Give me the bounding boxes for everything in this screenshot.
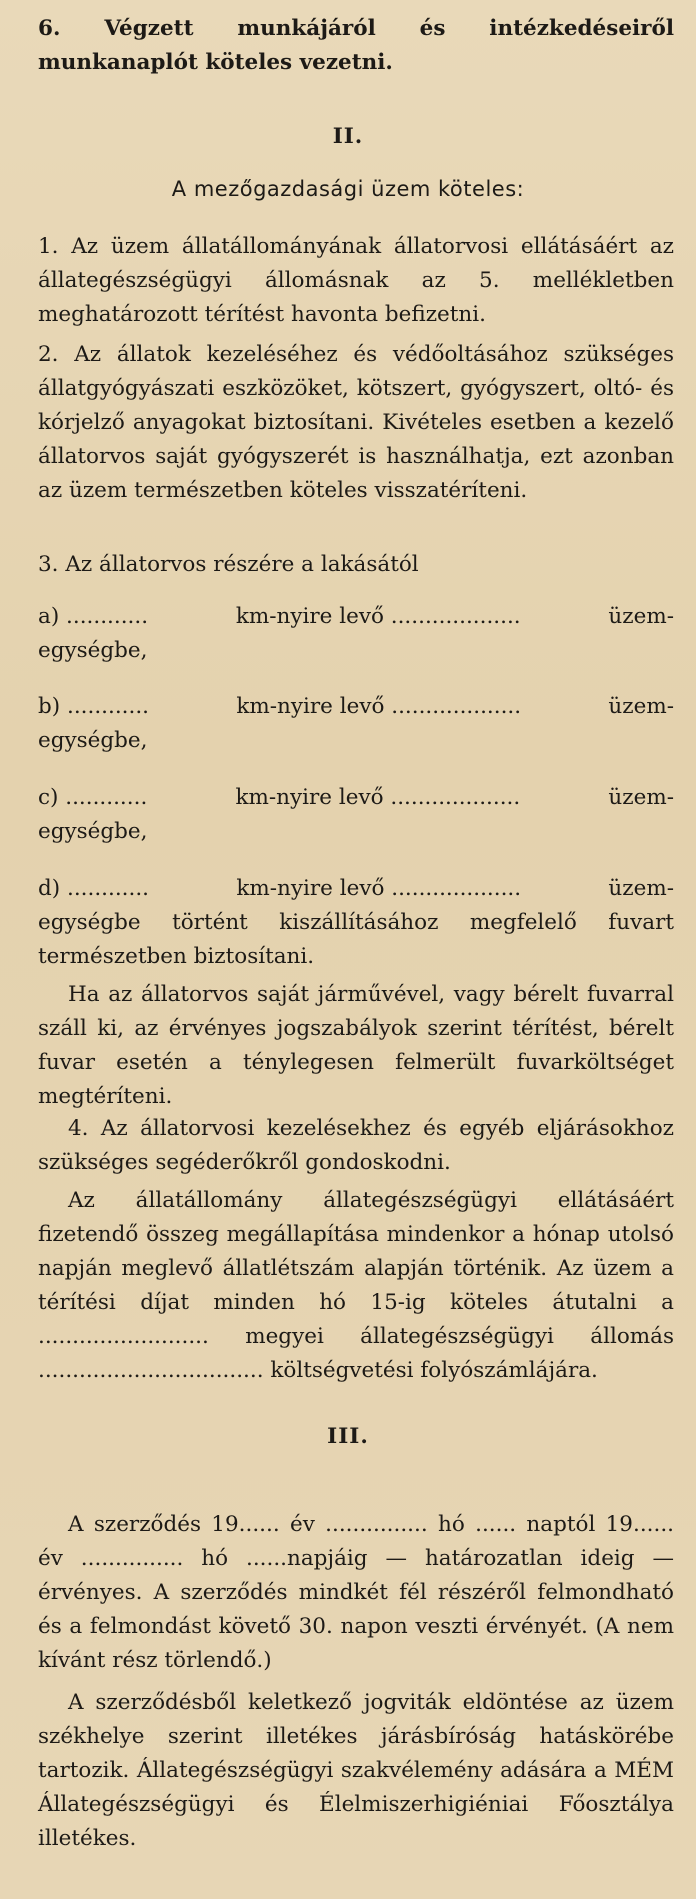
row-b-end: üzem- [608, 694, 674, 719]
item-3-row-b [38, 690, 674, 724]
item-3-paragraph: Ha az állatorvos saját járművével, vagy bérelt fuvarral száll ki, az érvényes jogszabályok szerint térítést, bérelt fuvar esetén a ténylegesen felmerült fuvarköltséget megtéríteni. [38, 982, 674, 1109]
item-4-text: 4. Az állatorvosi kezelésekhez és egyéb eljárásokhoz szükséges segéderőkről gondoskodni. [38, 1116, 674, 1175]
row-c-mid: km-nyire levő ................... [235, 785, 521, 810]
item-1-text: 1. Az üzem állatállományának állatorvosi ellátásáért az állategészségügyi állomásnak az 5. mellékletben meghatározott térítést havonta befizetni. [38, 234, 674, 327]
section-iii-paragraph-2: A szerződésből keletkező jogviták eldöntése az üzem székhelye szerint illetékes járásbíróság hatáskörébe tartozik. Állategészségügyi szakvélemény adására a MÉM Állategészségügyi és Élelmiszerhigiéniai Főosztálya illetékes. [38, 1690, 674, 1851]
item-4-paragraph: Az állatállomány állategészségügyi ellátásáért fizetendő összeg megállapítása mindenkor a hónap utolsó napján meglevő állatlétszám alapján történik. Az üzem a térítési díjat minden hó 15-ig köteles átutalni a ......................... megyei állategészségügyi állomás ................................. költségvetési folyószámlájára. [38, 1188, 674, 1383]
row-d-label: d) ............ [38, 876, 149, 901]
item-2-text: 2. Az állatok kezeléséhez és védőoltásához szükséges állatgyógyászati eszközöket, kötszert, gyógyszert, oltó- és kórjelző anyagokat biztosítani. Kivételes esetben a kezelő állatorvos saját gyógyszerét is használhatja, ezt azonban az üzem természetben köteles visszatéríteni. [38, 342, 674, 503]
row-a-label: a) ............ [38, 604, 149, 629]
item-3-heading: 3. Az állatorvos részére a lakásától [38, 552, 419, 577]
item-3-row-d [38, 872, 674, 906]
item-6-text: 6. Végzett munkájáról és intézkedéseiről munkanaplót köteles vezetni. [38, 16, 674, 75]
row-b-continuation: egységbe, [38, 728, 148, 753]
section-iii-heading: III. [327, 1424, 369, 1449]
section-ii-heading: II. [332, 124, 364, 149]
row-a-end: üzem- [608, 604, 674, 629]
row-a-continuation: egységbe, [38, 638, 148, 663]
section-ii-intro: A mezőgazdasági üzem köteles: [171, 177, 525, 201]
row-b-label: b) ............ [38, 694, 149, 719]
row-d-continuation: egységbe történt kiszállításához megfelelő fuvart természetben biztosítani. [38, 910, 674, 969]
row-c-label: c) ............ [38, 785, 148, 810]
item-3-row-a [38, 600, 674, 634]
row-c-continuation: egységbe, [38, 819, 148, 844]
item-3-row-c [38, 781, 674, 815]
row-c-end: üzem- [608, 785, 674, 810]
row-d-end: üzem- [608, 876, 674, 901]
row-a-mid: km-nyire levő ................... [235, 604, 521, 629]
section-iii-paragraph-1: A szerződés 19...... év ............... hó ...... naptól 19...... év ............... hó ......napjáig — határozatlan ideig — érvényes. A szerződés mindkét fél részéről felmondható és a felmondást követő 30. napon veszti érvényét. (A nem kívánt rész törlendő.) [38, 1512, 674, 1673]
row-d-mid: km-nyire levő ................... [236, 876, 522, 901]
row-b-mid: km-nyire levő ................... [236, 694, 522, 719]
